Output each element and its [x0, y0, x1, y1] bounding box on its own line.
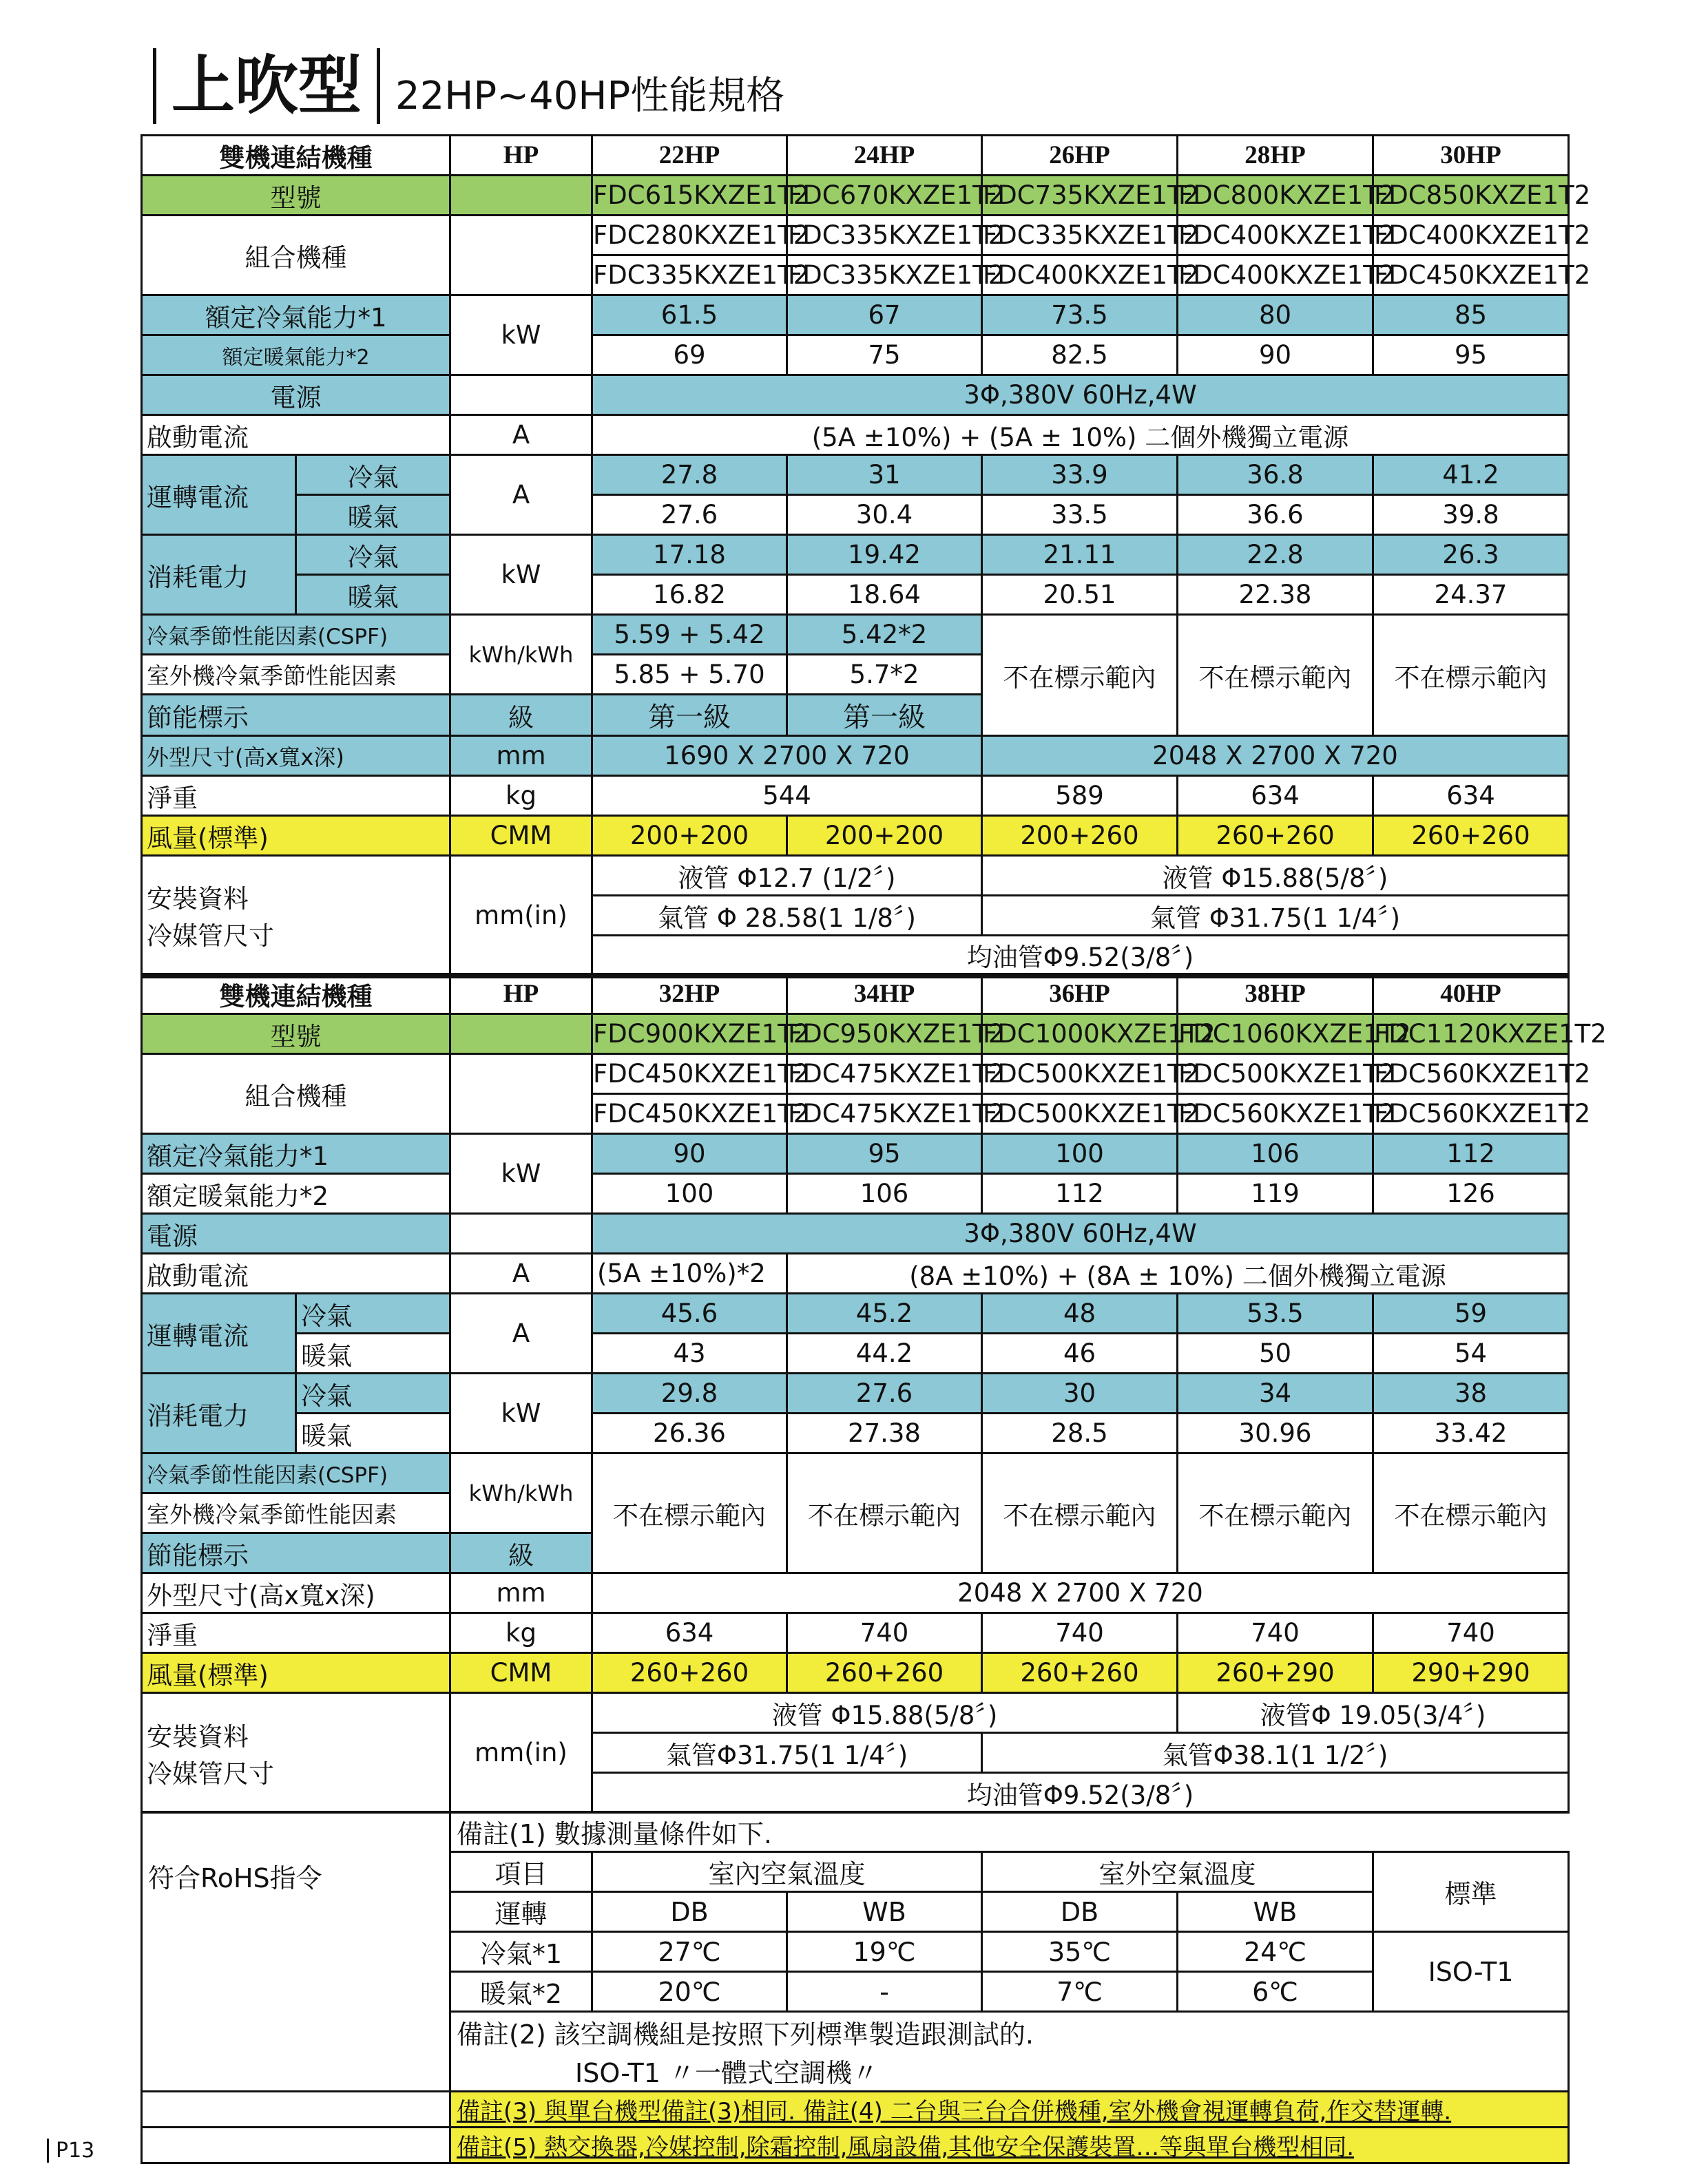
db-label: DB — [982, 1892, 1178, 1932]
row-start-current — [142, 1254, 1569, 1294]
model-cell: FDC950KXZE1T2 — [787, 1014, 982, 1054]
cool-cap-label: 額定冷氣能力*1 — [142, 1134, 450, 1174]
combo-cell: FDC560KXZE1T2 — [1178, 1094, 1373, 1134]
value-cell: 740 — [787, 1613, 982, 1653]
value-cell: 126 — [1373, 1174, 1569, 1214]
value-cell: 31 — [787, 455, 982, 495]
value-cell: 5.42*2 — [787, 615, 982, 655]
cspf-label: 冷氣季節性能因素(CSPF) — [142, 615, 450, 655]
value-cell: 95 — [1373, 335, 1569, 375]
value-cell: 200+200 — [592, 816, 787, 856]
row-combo-1 — [142, 1054, 1569, 1094]
value-cell: 29.8 — [592, 1374, 787, 1414]
value-cell: 290+290 — [1373, 1653, 1569, 1693]
air-label: 風量(標準) — [142, 816, 450, 856]
cond-cell: 35℃ — [982, 1932, 1178, 1972]
combo-cell: FDC400KXZE1T2 — [1178, 255, 1373, 295]
cool-label: 冷氣 — [296, 535, 450, 575]
value-cell: 24.37 — [1373, 575, 1569, 615]
value-cell: 2048 X 2700 X 720 — [592, 1573, 1569, 1613]
value-cell: 30.4 — [787, 495, 982, 535]
start-label: 啟動電流 — [142, 415, 450, 455]
value-cell: 112 — [982, 1174, 1178, 1214]
value-cell: 67 — [787, 295, 982, 335]
model-label: 型號 — [142, 176, 450, 216]
unit-grade: 級 — [450, 695, 592, 736]
unit-mm: mm — [450, 736, 592, 776]
spec-table-22-30hp — [140, 134, 1591, 978]
cond-label: 暖氣*2 — [450, 1972, 592, 2012]
cond-cell: 20℃ — [592, 1972, 787, 2012]
value-cell: 106 — [787, 1174, 982, 1214]
combo-cell: FDC400KXZE1T2 — [1178, 216, 1373, 255]
page-title: 上吹型 — [171, 49, 362, 123]
unit-kw: kW — [450, 1134, 592, 1214]
value-cell: 43 — [592, 1334, 787, 1374]
hp-label: HP — [450, 136, 592, 176]
page-number: P13 — [47, 2139, 94, 2163]
not-in-range: 不在標示範內 — [787, 1453, 982, 1573]
value-cell: 41.2 — [1373, 455, 1569, 495]
value-cell: 19.42 — [787, 535, 982, 575]
note-3: 備註(3) 與單台機型備註(3)相同. 備註(4) 二台與三台合併機種,室外機會視運轉負荷,作交替運轉. — [450, 2092, 1569, 2128]
hp-cell: 32HP — [592, 974, 787, 1014]
value-cell: 27.6 — [787, 1374, 982, 1414]
row-cspf — [142, 615, 1569, 655]
energy-label: 節能標示 — [142, 695, 450, 736]
row-combo-1 — [142, 216, 1569, 255]
hp-cell: 28HP — [1178, 136, 1373, 176]
outdoor-cspf-label: 室外機冷氣季節性能因素 — [142, 1493, 450, 1533]
note-2: 備註(2) 該空調機組是按照下列標準製造跟測試的. — [450, 2012, 1569, 2052]
value-cell: 200+200 — [787, 816, 982, 856]
model-cell: FDC1120KXZE1T2 — [1373, 1014, 1569, 1054]
unit-mmin: mm(in) — [450, 856, 592, 976]
value-cell: 液管 Φ15.88(5/8〞) — [592, 1693, 1178, 1733]
run-label: 運轉電流 — [142, 455, 296, 535]
power-label: 電源 — [142, 1214, 450, 1254]
model-cell: FDC900KXZE1T2 — [592, 1014, 787, 1054]
value-cell: 740 — [1373, 1613, 1569, 1653]
standard-header: 標準 — [1373, 1852, 1569, 1932]
value-cell: 27.38 — [787, 1414, 982, 1453]
cspf-label: 冷氣季節性能因素(CSPF) — [142, 1453, 450, 1493]
cond-cell: - — [787, 1972, 982, 2012]
combo-cell: FDC335KXZE1T2 — [787, 216, 982, 255]
hp-cell: 36HP — [982, 974, 1178, 1014]
energy-label: 節能標示 — [142, 1533, 450, 1573]
value-cell: 61.5 — [592, 295, 787, 335]
row-cool-capacity — [142, 295, 1569, 335]
outdoor-header: 室外空氣溫度 — [982, 1852, 1373, 1892]
value-cell: 260+260 — [592, 1653, 787, 1693]
row-cool-capacity — [142, 1134, 1569, 1174]
unit-grade: 級 — [450, 1533, 592, 1573]
value-cell: 69 — [592, 335, 787, 375]
value-cell: (5A ±10%)*2 — [592, 1254, 787, 1294]
not-in-range: 不在標示範內 — [1373, 1453, 1569, 1573]
value-cell: 30.96 — [1178, 1414, 1373, 1453]
value-cell: 22.38 — [1178, 575, 1373, 615]
value-cell: 260+260 — [1373, 816, 1569, 856]
page-subtitle: 22HP~40HP性能規格 — [395, 74, 785, 118]
cool-label: 冷氣 — [296, 1294, 450, 1334]
row-run-cool — [142, 1294, 1569, 1334]
value-cell: 33.5 — [982, 495, 1178, 535]
combo-cell: FDC500KXZE1T2 — [1178, 1054, 1373, 1094]
model-cell: FDC1000KXZE1T2 — [982, 1014, 1178, 1054]
value-cell: 1690 X 2700 X 720 — [592, 736, 982, 776]
cond-cell: 27℃ — [592, 1932, 787, 1972]
heat-cap-label: 額定暖氣能力*2 — [142, 1174, 450, 1214]
value-cell: 氣管Φ31.75(1 1/4〞) — [592, 1733, 982, 1773]
value-cell: 27.8 — [592, 455, 787, 495]
unit-mmin: mm(in) — [450, 1693, 592, 1813]
row-weight — [142, 776, 1569, 816]
cool-label: 冷氣 — [296, 455, 450, 495]
combo-label: 組合機種 — [142, 1054, 450, 1134]
row-run-cool — [142, 455, 1569, 495]
value-cell: 16.82 — [592, 575, 787, 615]
combo-cell: FDC280KXZE1T2 — [592, 216, 787, 255]
pipe-label-line1: 安裝資料 — [147, 884, 249, 914]
unit-kw: kW — [450, 295, 592, 375]
row-heat-capacity — [142, 1174, 1569, 1214]
cool-label: 冷氣 — [296, 1374, 450, 1414]
row-cons-heat — [142, 575, 1569, 615]
value-cell: 100 — [982, 1134, 1178, 1174]
combo-cell: FDC335KXZE1T2 — [787, 255, 982, 295]
value-cell: 634 — [592, 1613, 787, 1653]
weight-label: 淨重 — [142, 776, 450, 816]
item-header: 項目 — [450, 1852, 592, 1892]
value-cell: 22.8 — [1178, 535, 1373, 575]
value-cell: 44.2 — [787, 1334, 982, 1374]
value-cell: 45.6 — [592, 1294, 787, 1334]
start-label: 啟動電流 — [142, 1254, 450, 1294]
wb-label: WB — [787, 1892, 982, 1932]
wb-label: WB — [1178, 1892, 1373, 1932]
value-cell: 73.5 — [982, 295, 1178, 335]
pipe-label — [142, 856, 450, 976]
cond-label: 冷氣*1 — [450, 1932, 592, 1972]
note-1: 備註(1) 數據測量條件如下. — [450, 1812, 1569, 1852]
value-cell: 80 — [1178, 295, 1373, 335]
value-cell: 氣管 Φ 28.58(1 1/8〞) — [592, 896, 982, 936]
unit-mm: mm — [450, 1573, 592, 1613]
dim-label: 外型尺寸(高x寬x深) — [142, 1573, 450, 1613]
value-cell: 38 — [1373, 1374, 1569, 1414]
value-cell: 均油管Φ9.52(3/8〞) — [592, 1773, 1569, 1813]
row-header — [142, 974, 1569, 1014]
not-in-range: 不在標示範內 — [982, 1453, 1178, 1573]
combo-label: 組合機種 — [142, 216, 450, 295]
heat-label: 暖氣 — [296, 1414, 450, 1453]
hp-cell: 26HP — [982, 136, 1178, 176]
start-value: (5A ±10%) + (5A ± 10%) 二個外機獨立電源 — [592, 415, 1569, 455]
value-cell: 第一級 — [787, 695, 982, 736]
value-cell: 200+260 — [982, 816, 1178, 856]
value-cell: (8A ±10%) + (8A ± 10%) 二個外機獨立電源 — [787, 1254, 1569, 1294]
value-cell: 36.6 — [1178, 495, 1373, 535]
value-cell: 28.5 — [982, 1414, 1178, 1453]
cond-cell: 7℃ — [982, 1972, 1178, 2012]
value-cell: 第一級 — [592, 695, 787, 736]
not-in-range: 不在標示範內 — [1178, 1453, 1373, 1573]
value-cell: 75 — [787, 335, 982, 375]
value-cell: 95 — [787, 1134, 982, 1174]
row-model — [142, 1014, 1569, 1054]
note-2b: ISO-T1 〃一體式空調機〃 — [450, 2052, 1569, 2092]
unit-kwhkwh: kWh/kWh — [450, 1453, 592, 1533]
heat-label: 暖氣 — [296, 495, 450, 535]
value-cell: 30 — [982, 1374, 1178, 1414]
rohs-label: 符合RoHS指令 — [142, 1812, 450, 2012]
value-cell: 26.36 — [592, 1414, 787, 1453]
model-label: 型號 — [142, 1014, 450, 1054]
combo-cell: FDC400KXZE1T2 — [982, 255, 1178, 295]
row-pipe-liquid — [142, 1693, 1569, 1733]
db-label: DB — [592, 1892, 787, 1932]
cool-cap-label: 額定冷氣能力*1 — [142, 295, 450, 335]
model-cell: FDC670KXZE1T2 — [787, 176, 982, 216]
combo-cell: FDC450KXZE1T2 — [592, 1094, 787, 1134]
combo-cell: FDC475KXZE1T2 — [787, 1094, 982, 1134]
row-heat-capacity — [142, 335, 1569, 375]
unit-a: A — [450, 1254, 592, 1294]
hp-cell: 24HP — [787, 136, 982, 176]
row-cons-cool — [142, 535, 1569, 575]
combo-cell: FDC450KXZE1T2 — [592, 1054, 787, 1094]
combo-cell: FDC335KXZE1T2 — [592, 255, 787, 295]
value-cell: 45.2 — [787, 1294, 982, 1334]
cons-label: 消耗電力 — [142, 535, 296, 615]
row-power — [142, 375, 1569, 415]
row-run-heat — [142, 495, 1569, 535]
value-cell: 740 — [1178, 1613, 1373, 1653]
not-in-range: 不在標示範內 — [1178, 615, 1373, 736]
row-cspf — [142, 1453, 1569, 1493]
value-cell: 85 — [1373, 295, 1569, 335]
pipe-label-line2: 冷媒管尺寸 — [147, 921, 274, 951]
value-cell: 5.59 + 5.42 — [592, 615, 787, 655]
value-cell: 36.8 — [1178, 455, 1373, 495]
run-label: 運轉 — [450, 1892, 592, 1932]
unit-kg: kg — [450, 1613, 592, 1653]
value-cell: 54 — [1373, 1334, 1569, 1374]
cond-cell: 19℃ — [787, 1932, 982, 1972]
row-pipe-liquid — [142, 856, 1569, 896]
value-cell: 39.8 — [1373, 495, 1569, 535]
row-power — [142, 1214, 1569, 1254]
iso-standard: ISO-T1 — [1373, 1932, 1569, 2012]
value-cell: 53.5 — [1178, 1294, 1373, 1334]
unit-cmm: CMM — [450, 1653, 592, 1693]
unit-kg: kg — [450, 776, 592, 816]
hp-cell: 22HP — [592, 136, 787, 176]
value-cell: 33.9 — [982, 455, 1178, 495]
value-cell: 82.5 — [982, 335, 1178, 375]
row-cons-cool — [142, 1374, 1569, 1414]
unit-kwhkwh: kWh/kWh — [450, 615, 592, 695]
combo-cell: FDC560KXZE1T2 — [1373, 1054, 1569, 1094]
value-cell: 260+260 — [982, 1653, 1178, 1693]
heat-label: 暖氣 — [296, 575, 450, 615]
row-start-current — [142, 415, 1569, 455]
value-cell: 17.18 — [592, 535, 787, 575]
row-airflow — [142, 816, 1569, 856]
value-cell: 27.6 — [592, 495, 787, 535]
pipe-label-line1: 安裝資料 — [147, 1721, 249, 1752]
value-cell: 33.42 — [1373, 1414, 1569, 1453]
combo-cell: FDC450KXZE1T2 — [1373, 255, 1569, 295]
value-cell: 氣管Φ38.1(1 1/2〞) — [982, 1733, 1569, 1773]
not-in-range: 不在標示範內 — [1373, 615, 1569, 736]
row-dimension — [142, 736, 1569, 776]
row-cons-heat — [142, 1414, 1569, 1453]
cond-cell: 24℃ — [1178, 1932, 1373, 1972]
value-cell: 46 — [982, 1334, 1178, 1374]
not-in-range: 不在標示範內 — [982, 615, 1178, 736]
value-cell: 260+260 — [787, 1653, 982, 1693]
value-cell: 21.11 — [982, 535, 1178, 575]
dim-label: 外型尺寸(高x寬x深) — [142, 736, 450, 776]
spec-table-32-40hp — [140, 973, 1607, 1814]
combo-cell: FDC400KXZE1T2 — [1373, 216, 1569, 255]
pipe-label — [142, 1693, 450, 1813]
value-cell: 544 — [592, 776, 982, 816]
row-model — [142, 176, 1569, 216]
combo-cell: FDC335KXZE1T2 — [982, 216, 1178, 255]
value-cell: 液管 Φ12.7 (1/2〞) — [592, 856, 982, 896]
value-cell: 氣管 Φ31.75(1 1/4〞) — [982, 896, 1569, 936]
value-cell: 液管 Φ15.88(5/8〞) — [982, 856, 1569, 896]
run-label: 運轉電流 — [142, 1294, 296, 1374]
value-cell: 48 — [982, 1294, 1178, 1334]
unit-a: A — [450, 1294, 592, 1374]
value-cell: 50 — [1178, 1334, 1373, 1374]
value-cell: 90 — [1178, 335, 1373, 375]
value-cell: 740 — [982, 1613, 1178, 1653]
value-cell: 5.85 + 5.70 — [592, 655, 787, 695]
indoor-header: 室內空氣溫度 — [592, 1852, 982, 1892]
combo-cell: FDC500KXZE1T2 — [982, 1094, 1178, 1134]
unit-kw: kW — [450, 535, 592, 615]
row-weight — [142, 1613, 1569, 1653]
model-cell: FDC800KXZE1T2 — [1178, 176, 1373, 216]
notes-table — [140, 1811, 1570, 2164]
hp-cell: 40HP — [1373, 974, 1569, 1014]
value-cell: 260+260 — [1178, 816, 1373, 856]
row-dimension — [142, 1573, 1569, 1613]
pipe-label-line2: 冷媒管尺寸 — [147, 1758, 274, 1789]
title-bar — [153, 41, 784, 124]
value-cell: 5.7*2 — [787, 655, 982, 695]
value-cell: 119 — [1178, 1174, 1373, 1214]
hp-cell: 38HP — [1178, 974, 1373, 1014]
unit-cmm: CMM — [450, 816, 592, 856]
title-divider-right — [377, 48, 380, 124]
value-cell: 18.64 — [787, 575, 982, 615]
value-cell: 634 — [1178, 776, 1373, 816]
model-cell: FDC850KXZE1T2 — [1373, 176, 1569, 216]
value-cell: 260+290 — [1178, 1653, 1373, 1693]
cond-cell: 6℃ — [1178, 1972, 1373, 2012]
hp-cell: 30HP — [1373, 136, 1569, 176]
air-label: 風量(標準) — [142, 1653, 450, 1693]
value-cell: 589 — [982, 776, 1178, 816]
value-cell: 液管Φ 19.05(3/4〞) — [1178, 1693, 1569, 1733]
value-cell: 100 — [592, 1174, 787, 1214]
power-value: 3Φ,380V 60Hz,4W — [592, 375, 1569, 415]
row-run-heat — [142, 1334, 1569, 1374]
model-cell: FDC615KXZE1T2 — [592, 176, 787, 216]
hp-cell: 34HP — [787, 974, 982, 1014]
value-cell: 106 — [1178, 1134, 1373, 1174]
unit-a: A — [450, 455, 592, 535]
head-label: 雙機連結機種 — [142, 136, 450, 176]
note-5: 備註(5) 熱交換器,冷媒控制,除霜控制,風扇設備,其他安全保護裝置…等與單台機型相同. — [450, 2128, 1569, 2163]
combo-cell: FDC560KXZE1T2 — [1373, 1094, 1569, 1134]
power-value: 3Φ,380V 60Hz,4W — [592, 1214, 1569, 1254]
heat-label: 暖氣 — [296, 1334, 450, 1374]
value-cell: 2048 X 2700 X 720 — [982, 736, 1569, 776]
unit-kw: kW — [450, 1374, 592, 1453]
title-divider-left — [153, 48, 156, 124]
value-cell: 634 — [1373, 776, 1569, 816]
row-airflow — [142, 1653, 1569, 1693]
weight-label: 淨重 — [142, 1613, 450, 1653]
row-header — [142, 136, 1569, 176]
head-label: 雙機連結機種 — [142, 974, 450, 1014]
model-cell: FDC1060KXZE1T2 — [1178, 1014, 1373, 1054]
model-cell: FDC735KXZE1T2 — [982, 176, 1178, 216]
unit-a: A — [450, 415, 592, 455]
value-cell: 均油管Φ9.52(3/8〞) — [592, 936, 1569, 976]
combo-cell: FDC500KXZE1T2 — [982, 1054, 1178, 1094]
value-cell: 34 — [1178, 1374, 1373, 1414]
value-cell: 90 — [592, 1134, 787, 1174]
value-cell: 26.3 — [1373, 535, 1569, 575]
not-in-range: 不在標示範內 — [592, 1453, 787, 1573]
hp-label: HP — [450, 974, 592, 1014]
value-cell: 20.51 — [982, 575, 1178, 615]
combo-cell: FDC475KXZE1T2 — [787, 1054, 982, 1094]
cons-label: 消耗電力 — [142, 1374, 296, 1453]
outdoor-cspf-label: 室外機冷氣季節性能因素 — [142, 655, 450, 695]
value-cell: 59 — [1373, 1294, 1569, 1334]
power-label: 電源 — [142, 375, 450, 415]
value-cell: 112 — [1373, 1134, 1569, 1174]
heat-cap-label: 額定暖氣能力*2 — [142, 335, 450, 375]
